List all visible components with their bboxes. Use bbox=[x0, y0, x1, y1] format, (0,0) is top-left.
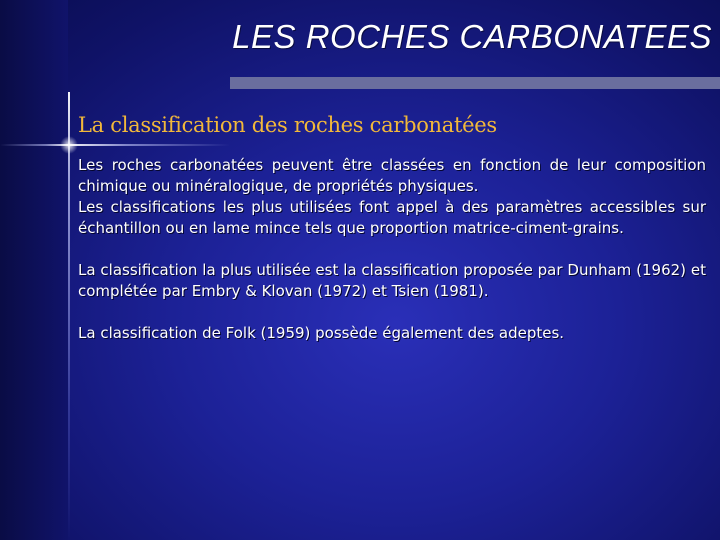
left-decorative-band bbox=[0, 0, 68, 540]
decorative-vertical-line bbox=[68, 92, 70, 540]
decorative-cross-glow bbox=[60, 136, 78, 154]
paragraph-composition: Les roches carbonatées peuvent être classées en fonction de leur composition chimique ou minéralogique, de propriétés physiques. bbox=[78, 156, 706, 195]
section-subtitle: La classification des roches carbonatées bbox=[78, 113, 497, 137]
title-underline-bar bbox=[230, 77, 720, 89]
paragraph-gap bbox=[78, 239, 706, 260]
body-text bbox=[78, 155, 706, 344]
slide-title: LES ROCHES CARBONATEES bbox=[232, 18, 712, 55]
paragraph-dunham: La classification la plus utilisée est la classification proposée par Dunham (1962) et complétée par Embry & Klovan (1972) et Tsien (1981). bbox=[78, 261, 706, 300]
paragraph-folk: La classification de Folk (1959) possède également des adeptes. bbox=[78, 324, 565, 342]
decorative-horizontal-line bbox=[0, 144, 230, 146]
paragraph-gap bbox=[78, 302, 706, 323]
paragraph-classifications: Les classifications les plus utilisées font appel à des paramètres accessibles sur échantillon ou en lame mince tels que proportion matrice-ciment-grains. bbox=[78, 198, 706, 237]
